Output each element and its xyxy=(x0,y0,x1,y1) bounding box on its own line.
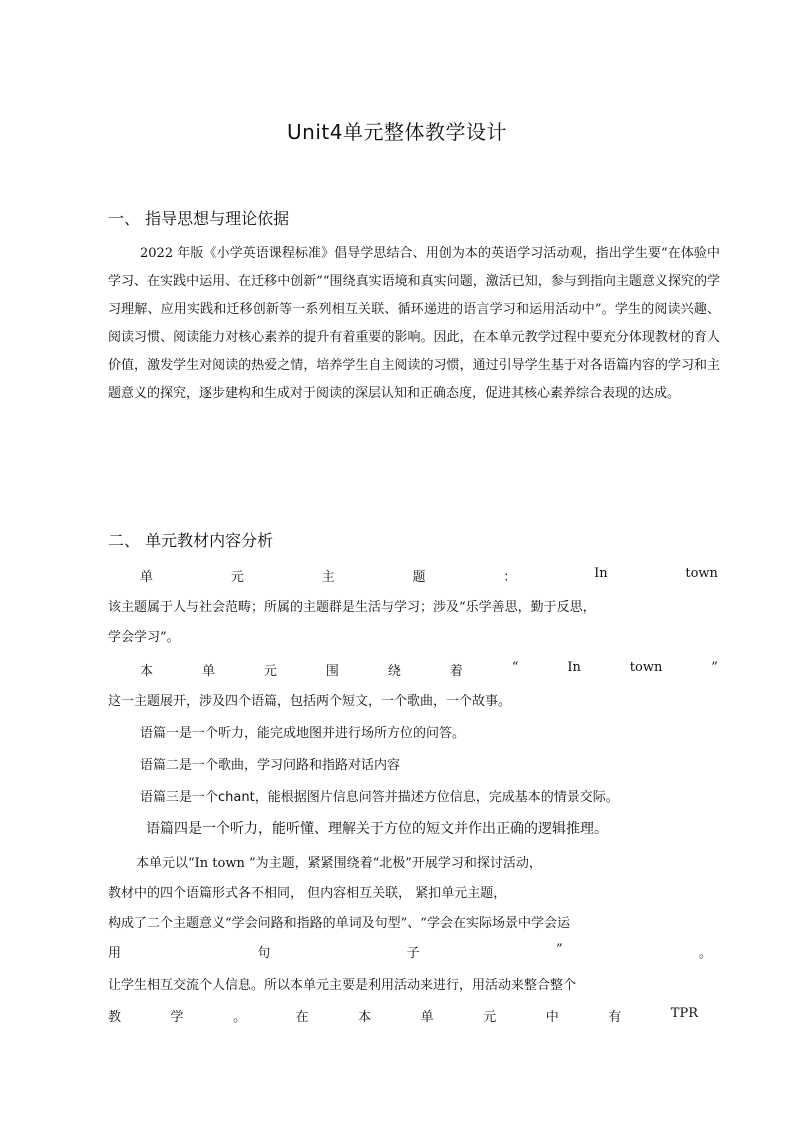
around-word: 着 xyxy=(449,664,463,679)
use-word: 子 xyxy=(406,946,420,961)
use-word: 用 xyxy=(108,946,122,961)
theme-word: In xyxy=(594,566,608,581)
section-heading-material-analysis: 二、 单元教材内容分析 xyxy=(108,531,274,550)
text-two-description: 语篇二是一个歌曲，学习问路和指路对话内容 xyxy=(140,758,401,773)
unit-around-line xyxy=(140,660,718,679)
section-heading-guiding-ideas: 一、 指导思想与理论依据 xyxy=(108,209,290,228)
around-word: “ xyxy=(511,660,519,675)
theme-word: 单 xyxy=(140,570,154,585)
teaching-word: 元 xyxy=(483,1010,497,1025)
texts-overview-line: 这一主题展开，涉及四个语篇，包括两个短文，一个歌曲，一个故事。 xyxy=(108,694,512,709)
use-word: 。 xyxy=(698,946,712,961)
teaching-word: 中 xyxy=(545,1010,559,1025)
theme-word: town xyxy=(685,566,718,581)
unit-theme-line xyxy=(140,566,718,585)
analysis-line-3: 构成了二个主题意义“学会问路和指路的单词及句型”、“学会在实际场景中学会运 xyxy=(108,916,570,931)
document-title: Unit4单元整体教学设计 xyxy=(287,120,507,144)
text-three-description: 语篇三是一个chant，能根据图片信息问答并描述方位信息，完成基本的情景交际。 xyxy=(140,790,619,805)
teaching-line xyxy=(108,1006,698,1025)
around-word: 围 xyxy=(325,664,339,679)
around-word: 单 xyxy=(201,664,215,679)
theme-word: 元 xyxy=(230,570,244,585)
exchange-line: 让学生相互交流个人信息。所以本单元主要是利用活动来进行，用活动来整合整个 xyxy=(108,978,577,993)
use-word: 句 xyxy=(257,946,271,961)
use-word: ” xyxy=(555,942,563,957)
teaching-word: 学 xyxy=(170,1010,184,1025)
teaching-word: 有 xyxy=(608,1010,622,1025)
teaching-word: TPR xyxy=(670,1006,698,1021)
theme-category-line: 该主题属于人与社会范畴；所属的主题群是生活与学习；涉及“乐学善思，勤于反思， xyxy=(108,600,596,615)
theme-word: 主 xyxy=(321,570,335,585)
around-word: In xyxy=(567,660,581,675)
use-sentence-line xyxy=(108,942,712,961)
analysis-line-1: 本单元以“In town ”为主题，紧紧围绕着“北极”开展学习和探讨活动， xyxy=(136,856,542,871)
around-word: 本 xyxy=(140,664,154,679)
theme-word: ： xyxy=(503,570,517,585)
text-one-description: 语篇一是一个听力，能完成地图并进行场所方位的问答。 xyxy=(140,726,466,741)
text-four-description: 语篇四是一个听力，能听懂、理解关于方位的短文并作出正确的逻辑推理。 xyxy=(146,821,608,837)
teaching-word: 。 xyxy=(233,1010,247,1025)
theme-word: 题 xyxy=(412,570,426,585)
around-word: town xyxy=(629,660,663,675)
teaching-word: 本 xyxy=(358,1010,372,1025)
teaching-word: 教 xyxy=(108,1010,122,1025)
around-word: 绕 xyxy=(387,664,401,679)
around-word: ” xyxy=(711,660,718,675)
teaching-word: 在 xyxy=(295,1010,309,1025)
teaching-word: 单 xyxy=(420,1010,434,1025)
guiding-ideas-paragraph: 2022 年版《小学英语课程标准》倡导学思结合、用创为本的英语学习活动观，指出学生要“在体验中学习、在实践中运用、在迁移中创新”“围绕真实语境和真实问题，激活已知，参与到指向主题意义探究的学习理解、应用实践和迁移创新等一系列相互关联、循环递进的语言学习和运用活动中”。学生的阅读兴趣、阅读习惯、阅读能力对核心素养的提升有着重要的影响。因此，在本单元教学过程中要充分体现教材的育人价值，激发学生对阅读的热爱之情，培养学生自主阅读的习惯，通过引导学生基于对各语篇内容的学习和主题意义的探究，逐步建构和生成对于阅读的深层认知和正确态度，促进其核心素养综合表现的达成。 xyxy=(108,246,720,401)
theme-category-line-end: 学会学习”。 xyxy=(108,630,180,645)
analysis-line-2: 教材中的四个语篇形式各不相同， 但内容相互关联， 紧扣单元主题， xyxy=(108,886,507,901)
around-word: 元 xyxy=(263,664,277,679)
